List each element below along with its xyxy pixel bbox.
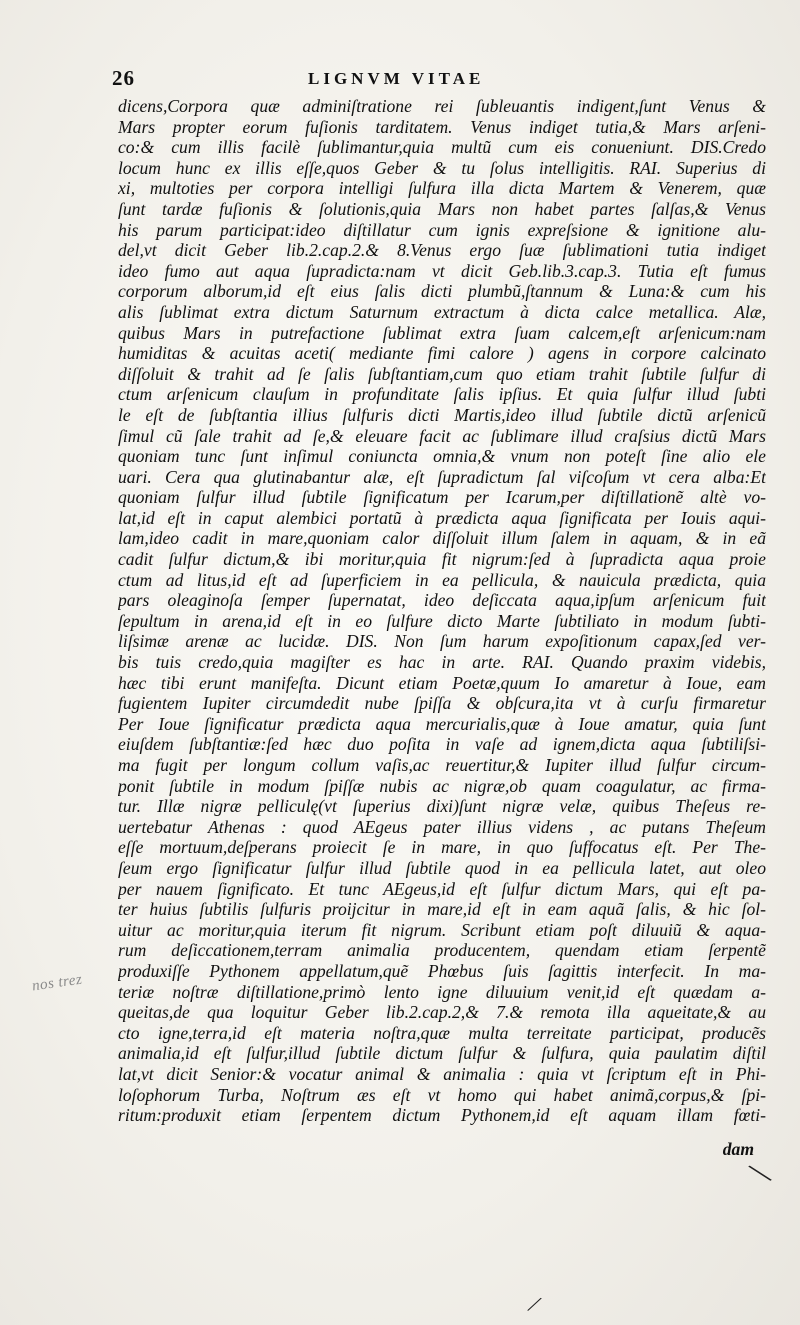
text-line: rum deſiccationem,terram animalia producentem, quendam etiam ſerpentẽ [118,940,766,961]
text-line: pars oleaginoſa ſemper ſupernatat, ideo deſiccata aqua,ipſum arſenicum fuit [118,590,766,611]
text-line: ideo fumo aut aqua ſupradicta:nam vt dicit Geb.lib.3.cap.3. Tutia eſt fumus [118,260,766,281]
page-number: 26 [112,66,135,90]
text-line: quoniam tunc ſunt inſimul coniuncta omnia,& vnum non poteſt ſine alio ele [118,446,766,467]
text-line: cadit ſulfur dictum,& ibi moritur,quia fit nigrum:ſed à ſupradicta aqua proie [118,549,766,570]
text-line: teriæ noſtræ diſtillatione,primò lento igne diluuium venit,id eſt quædam a- [118,981,766,1002]
margin-annotation: nos trez [31,971,84,995]
text-line: xi, multoties per corpora intelligi ſulfura illa dicta Martem & Venerem, quæ [118,178,766,199]
text-line: animalia,id eſt ſulfur,illud ſubtile dictum ſulfur & ſulfura, quia paulatim diſtil [118,1043,766,1064]
text-line: produxiſſe Pythonem appellatum,quẽ Phœbus ſuis ſagittis interfecit. In ma- [118,960,766,981]
text-line: Mars propter eorum fuſionis tarditatem. Venus indiget tutia,& Mars arſeni- [118,116,766,137]
ink-mark-icon: ╲ [748,1159,772,1187]
text-line: ter huius ſubtilis ſulfuris proijcitur in mare,id eſt in eam aquã ſalis, & hic ſol- [118,899,766,920]
running-title: LIGNVM VITAE [308,69,485,88]
text-line: his parum participat:ideo diſtillatur cum ignis expreſsione & ignitione alu- [118,219,766,240]
text-line: diſſoluit & trahit ad ſe ſalis ſubſtantiam,cum quo etiam trahit ſubtile ſulfur di [118,363,766,384]
text-line: Per Ioue ſignificatur prædicta aqua mercurialis,quæ à Ioue amatur, quia ſunt [118,713,766,734]
text-line: dicens,Corpora quæ adminiſtratione rei ſubleuantis indigent,ſunt Venus & [118,96,766,116]
text-line: cto igne,terra,id eſt materia noſtra,quæ multa terreitate participat, producẽs [118,1022,766,1043]
text-line: uertebatur Athenas : quod AEgeus pater illius videns , ac putans Theſeum [118,816,766,837]
text-line: fugientem Iupiter circumdedit nube ſpiſſa & obſcura,ita vt à curſu firmaretur [118,693,766,714]
page-header [112,66,532,90]
text-line: ſepultum in arena,id eſt in eo ſulfure dicto Marte ſubtiliato in modum ſubti- [118,610,766,631]
text-line: ſunt tardæ fuſionis & ſolutionis,quia Mars non habet partes ſalſas,& Venus [118,198,766,219]
text-line: eiuſdem ſubſtantiæ:ſed hæc duo poſita in vaſe ad ignem,dicta aqua ſubtiliſsi- [118,734,766,755]
text-line: uari. Cera qua glutinabantur alæ, eſt ſupradictum ſal viſcoſum vt cera alba:Et [118,466,766,487]
text-line: del,vt dicit Geber lib.2.cap.2.& 8.Venus ergo ſuæ ſublimationi tutia indiget [118,240,766,261]
text-line: quibus Mars in putrefactione ſublimat extra ſuam calcem,eſt arſenicum:nam [118,322,766,343]
catchword: dam [722,1139,754,1159]
text-line: tur. Illæ nigræ pelliculę(vt ſuperius dixi)ſunt nigræ velæ, quibus Theſeus re- [118,796,766,817]
text-line: alis ſublimat extra dictum Saturnum extractum à dicta calce metallica. Alæ, [118,301,766,322]
text-line: ma fugit per longum collum vaſis,ac reuertitur,& Iupiter illud ſulfur circum- [118,755,766,775]
text-line: queitas,de qua loquitur Geber lib.2.cap.2,& 7.& remota illa aqueitate,& au [118,1002,766,1023]
text-line: uitur ac moritur,quia iterum fit nigrum. Scribunt etiam poſt diluuiũ & aqua- [118,919,766,940]
text-line: eſſe mortuum,deſperans proiecit ſe in mare, in quo ſuffocatus eſt. Per The- [118,837,766,858]
text-line: locum hunc ex illis eſſe,quos Geber & tu ſolus intelligitis. RAI. Superius di [118,157,766,178]
text-line: liſsimæ arenæ ac lucidæ. DIS. Non ſum harum expoſitionum capax,ſed ver- [118,631,766,652]
text-line: lam,ideo cadit in mare,quoniam calor diſſoluit illum ſalem in aquam, & in eã [118,528,766,549]
text-line: quoniam ſulfur illud ſubtile ſignificatum per Icarum,per diſtillationẽ altè vo- [118,487,766,508]
text-line: bis tuis credo,quia magiſter es hac in arte. RAI. Quando praxim videbis, [118,652,766,673]
text-line: ſimul cũ ſale trahit ad ſe,& eleuare facit ac ſublimare illud craſsius dictũ Mars [118,425,766,446]
text-line: ctum ad litus,id eſt ad ſuperficiem in ea pellicula, & nauicula prædicta, quia [118,569,766,590]
body-text [118,96,766,1126]
text-line: humiditas & acuitas aceti( mediante fimi calore ) agens in corpore calcinato [118,343,766,364]
ink-mark-icon: ╱ [527,1296,541,1314]
text-line: hæc tibi erunt manifeſta. Dicunt etiam Poetæ,quum Io amaretur à Ioue, eam [118,672,766,693]
text-line: le eſt de ſubſtantia illius ſulfuris dicti Martis,ideo illud ſubtile dictũ arſenicũ [118,404,766,425]
text-line: loſophorum Turba, Noſtrum æs eſt vt homo qui habet animã,corpus,& ſpi- [118,1084,766,1105]
text-line: lat,vt dicit Senior:& vocatur animal & animalia : quia vt ſcriptum eſt in Phi- [118,1063,766,1084]
text-line: per nauem ſignificato. Et tunc AEgeus,id eſt ſulfur dictum Mars, qui eſt pa- [118,878,766,899]
text-line: ponit ſubtile in modum ſpiſſæ nubis ac nigræ,ob quam coagulatur, ac firma- [118,775,766,796]
text-line: ſeum ergo ſignificatur ſulfur illud ſubtile quod in ea pellicula latet, aut oleo [118,857,766,878]
text-line: ctum arſenicum clauſum in profunditate ſalis ipſius. Et quia ſulfur illud ſubti [118,384,766,405]
text-line: lat,id eſt in caput alembici portatũ à prædicta aqua ſignificata per Iouis aqui- [118,507,766,528]
text-line: corporum alborum,id eſt eius ſalis dicti plumbũ,ſtannum & Luna:& cum his [118,281,766,302]
text-line: ritum:produxit etiam ſerpentem dictum Pythonem,id eſt aquam illam fœti- [118,1105,766,1126]
text-line: co:& cum illis facilè ſublimantur,quia multũ cum eis conueniunt. DIS.Credo [118,137,766,158]
